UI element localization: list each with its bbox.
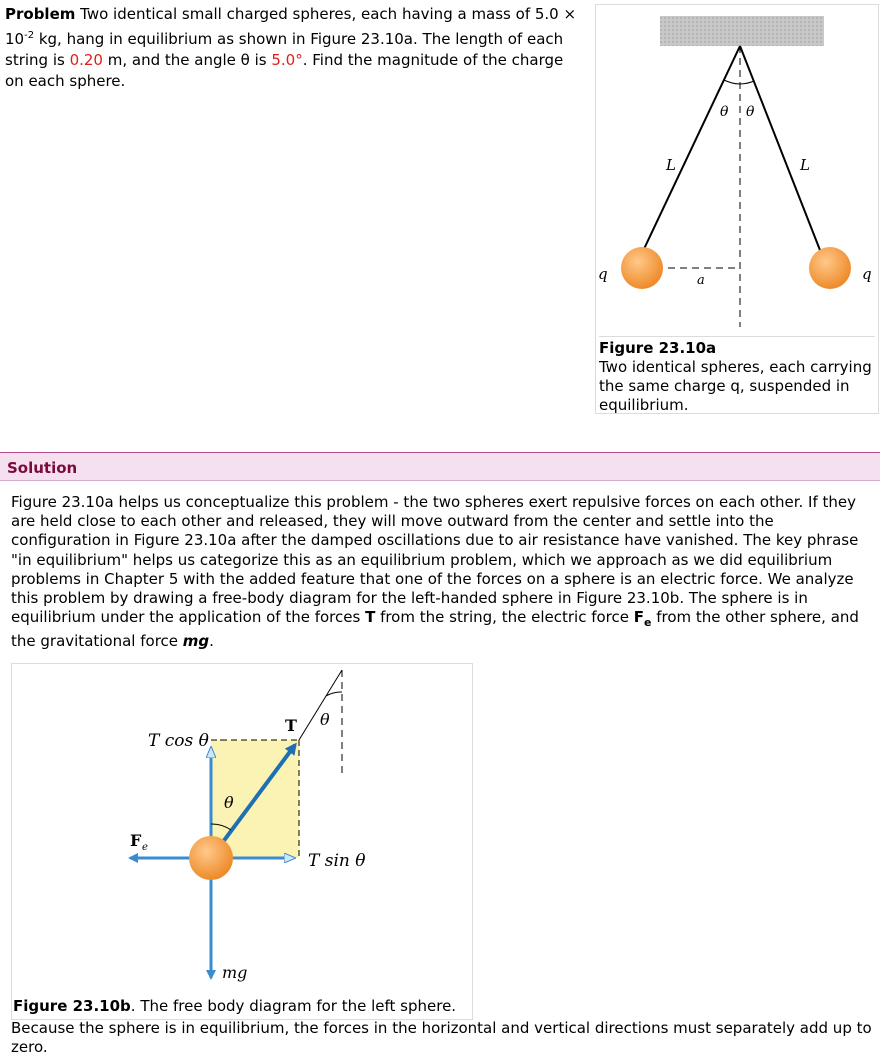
figure-a-caption-text: Two identical spheres, each carrying the same charge q, suspended in equilibrium. <box>599 358 872 414</box>
theta-right-label: θ <box>746 104 755 120</box>
solution-header <box>0 452 880 481</box>
solution-heading: Solution <box>7 459 78 477</box>
distance-label: a <box>697 273 705 288</box>
fe-subscript: e <box>142 842 148 853</box>
theta-top-label: θ <box>320 710 330 729</box>
force-mg: mg <box>182 632 210 651</box>
solution-text-part: from the string, the electric force <box>375 608 634 627</box>
next-paragraph-text: Because the sphere is in equilibrium, the forces in the horizontal and vertical directions must separately add up to zero. <box>11 1019 872 1056</box>
solution-paragraph <box>11 493 873 652</box>
problem-text: Two identical small charged spheres, each having a mass of 5.0 × 10 <box>5 5 577 48</box>
figure-b-caption <box>13 996 473 1016</box>
problem-text: m, and the angle θ is <box>102 51 272 69</box>
problem-exponent: -2 <box>24 30 35 41</box>
string-line <box>299 670 342 740</box>
solution-text-part: . <box>209 632 214 651</box>
tension-label: T <box>285 716 297 735</box>
solution-text-part: from the other sphere, and the gravitational force <box>11 608 859 651</box>
problem-text: . Find the magnitude of the charge on each sphere. <box>5 51 564 90</box>
problem-label: Problem <box>5 5 76 23</box>
charge-left-label: q <box>598 265 608 283</box>
problem-text: kg, hang in equilibrium as shown in Figure 23.10a. The length of each string is <box>5 30 564 69</box>
charge-right-label: q <box>862 265 872 283</box>
free-body-diagram <box>12 664 472 994</box>
figure-b-title: Figure 23.10b <box>13 997 131 1015</box>
pendulum-diagram <box>596 5 878 335</box>
right-string <box>740 46 827 268</box>
figure-23-10b <box>11 663 473 1020</box>
force-T: T <box>365 608 376 627</box>
figure-23-10a <box>595 4 879 414</box>
figure-a-title: Figure 23.10a <box>599 339 717 357</box>
theta-center-label: θ <box>224 793 234 812</box>
solution-text-part: Figure 23.10a helps us conceptualize this problem - the two spheres exert repulsive forces on each other. If they are held close to each other and released, they will move outward from the center and settle into the configuration in Figure 23.10a after the damped oscillations due to air resistance have vanished. The key phrase "in equilibrium" helps us categorize this as an equilibrium problem, which we approach as we did equilibrium problems in Chapter 5 with the added feature that one of the forces on a sphere is an electric force. We analyze this problem by drawing a free-body diagram for the left-handed sphere in Figure 23.10b. The sphere is in equilibrium under the application of the forces <box>11 493 859 627</box>
right-sphere <box>809 247 851 289</box>
problem-angle-value: 5.0° <box>271 51 303 69</box>
tsin-label: T sin θ <box>308 851 366 871</box>
left-string <box>635 46 740 268</box>
angle-arc-left <box>724 80 740 84</box>
force-Fe: $F_e$ <box>633 608 652 630</box>
figure-a-caption <box>599 336 875 415</box>
length-right-label: L <box>800 156 810 174</box>
left-sphere <box>621 247 663 289</box>
ceiling <box>660 16 824 46</box>
tcos-label: T cos θ <box>148 731 209 751</box>
next-paragraph-partial <box>11 1019 873 1056</box>
sphere <box>189 836 233 880</box>
angle-arc-right <box>740 81 754 84</box>
figure-b-caption-text: . The free body diagram for the left sphere. <box>130 997 457 1015</box>
problem-length-value: 0.20 <box>69 51 103 69</box>
length-left-label: L <box>666 156 676 174</box>
fe-label: F <box>130 831 142 850</box>
theta-left-label: θ <box>720 104 729 120</box>
mg-label: mg <box>222 963 248 982</box>
problem-statement <box>5 4 585 92</box>
